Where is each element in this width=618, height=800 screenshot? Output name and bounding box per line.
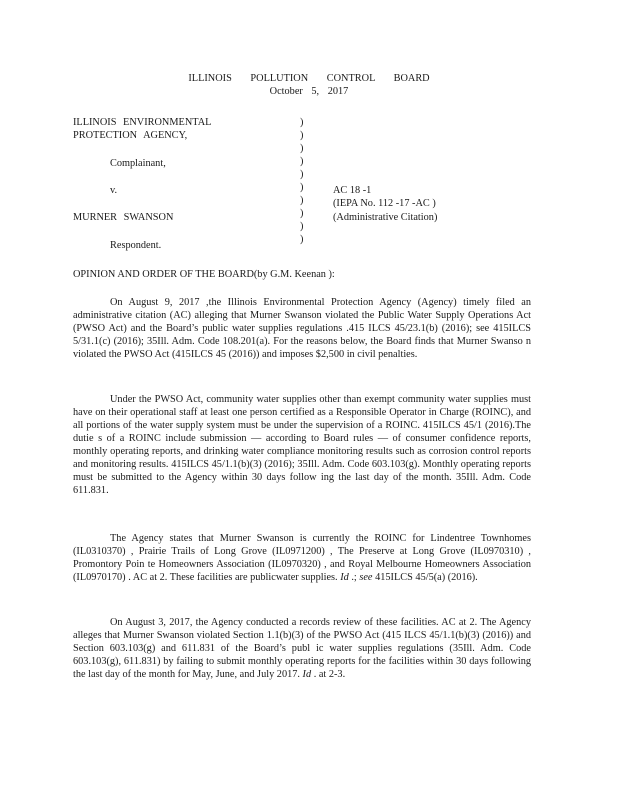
- see-signal: see: [359, 572, 373, 583]
- paragraph-4-citation: . at 2-3.: [311, 669, 346, 680]
- caption-paren: ): [300, 234, 304, 245]
- paragraph-3-citation: 415ILCS 45/5(a) (2016).: [372, 572, 478, 583]
- opinion-heading: OPINION AND ORDER OF THE BOARD(by G.M. Keenan ):: [73, 269, 335, 280]
- caption-paren: ): [300, 208, 304, 219]
- paragraph-1: [73, 296, 531, 361]
- respondent-name: MURNER SWANSON: [73, 212, 174, 223]
- board-name: ILLINOIS POLLUTION CONTROL BOARD: [188, 73, 430, 84]
- caption-paren: ): [300, 182, 304, 193]
- case-type: (Administrative Citation): [333, 212, 438, 223]
- caption-paren: ): [300, 143, 304, 154]
- id-citation: Id: [340, 572, 349, 583]
- paragraph-4-text: [73, 616, 531, 681]
- paragraph-1-text: On August 9, 2017 ,the Illinois Environmental Protection Agency (Agency) timely filed an administrative citation (AC) alleging that Murner Swanson violated the Public Water Supply Operations Act (PWSO Act) and the Board’s public water supplies regulations .415 ILCS 45/23.1(b) (2016); see 415ILCS 5/31.1(c) (2016); 35Ill. Adm. Code 108.201(a). For the reasons below, the Board finds that Murner Swanso n violated the PWSO Act (415ILCS 45 (2016)) and imposes $2,500 in civil penalties.: [73, 297, 531, 360]
- caption-paren: ): [300, 221, 304, 232]
- paragraph-4: [73, 616, 531, 681]
- opinion-date: October 5, 2017: [269, 86, 349, 97]
- paragraph-3-main: The Agency states that Murner Swanson is currently the ROINC for Lindentree Townhomes (IL0310370) , Prairie Trails of Long Grove (IL0971200) , The Preserve at Long Grove (IL0970310) , Promontory Poin te Homeowners Association (IL0970320) , and Royal Melbourne Homeowners Association (IL0970170) . AC at 2. These facilities are publicwater supplies.: [73, 533, 531, 583]
- complainant-name-line2: PROTECTION AGENCY,: [73, 130, 188, 141]
- id-citation: Id: [302, 669, 312, 680]
- paragraph-3-text: [73, 532, 531, 584]
- caption-paren: ): [300, 156, 304, 167]
- respondent-label: Respondent.: [110, 240, 162, 251]
- caption-paren: ): [300, 169, 304, 180]
- paragraph-3: [73, 532, 531, 584]
- complainant-name-line1: ILLINOIS ENVIRONMENTAL: [73, 117, 212, 128]
- caption-paren: ): [300, 195, 304, 206]
- citation-separator: .;: [348, 572, 360, 583]
- complainant-label: Complainant,: [110, 158, 166, 169]
- versus-label: v.: [110, 185, 118, 196]
- paragraph-2-text: Under the PWSO Act, community water supplies other than exempt community water supplies must have on their operational staff at least one person certified as a Responsible Operator in Charge (ROINC), and all portions of the water supply system must be under the supervision of a ROINC. 415ILCS 45/1 (2016).The dutie s of a ROINC include submission — according to Board rules — of consumer confidence reports, monthly operating reports, and drinking water compliance monitoring results such as corrosion control reports and monitoring results. 415ILCS 45/1.1(b)(3) (2016); 35Ill. Adm. Code 603.103(g). Monthly operating reports must be submitted to the Agency within 30 days follow ing the last day of the month. 35Ill. Adm. Code 611.831.: [73, 394, 531, 496]
- caption-paren: ): [300, 130, 304, 141]
- caption-parentheses: [300, 116, 310, 246]
- case-number: AC 18 -1: [333, 185, 372, 196]
- paragraph-2: [73, 393, 531, 497]
- paragraph-4-main: On August 3, 2017, the Agency conducted a records review of these facilities. AC at 2. The Agency alleges that Murner Swanson violated Section 1.1(b)(3) of the PWSO Act (415 ILCS 45/1.1(b)(3) (2016)) and Section 603.103(g) and 611.831 of the Board’s publ ic water supplies regulations (35Ill. Adm. Code 603.103(g), 611.831) by failing to submit monthly operating reports for the facilities within 30 days following the last day of the month for May, June, and July 2017.: [73, 617, 531, 680]
- caption-paren: ): [300, 117, 304, 128]
- iepa-number: (IEPA No. 112 -17 -AC ): [333, 198, 436, 209]
